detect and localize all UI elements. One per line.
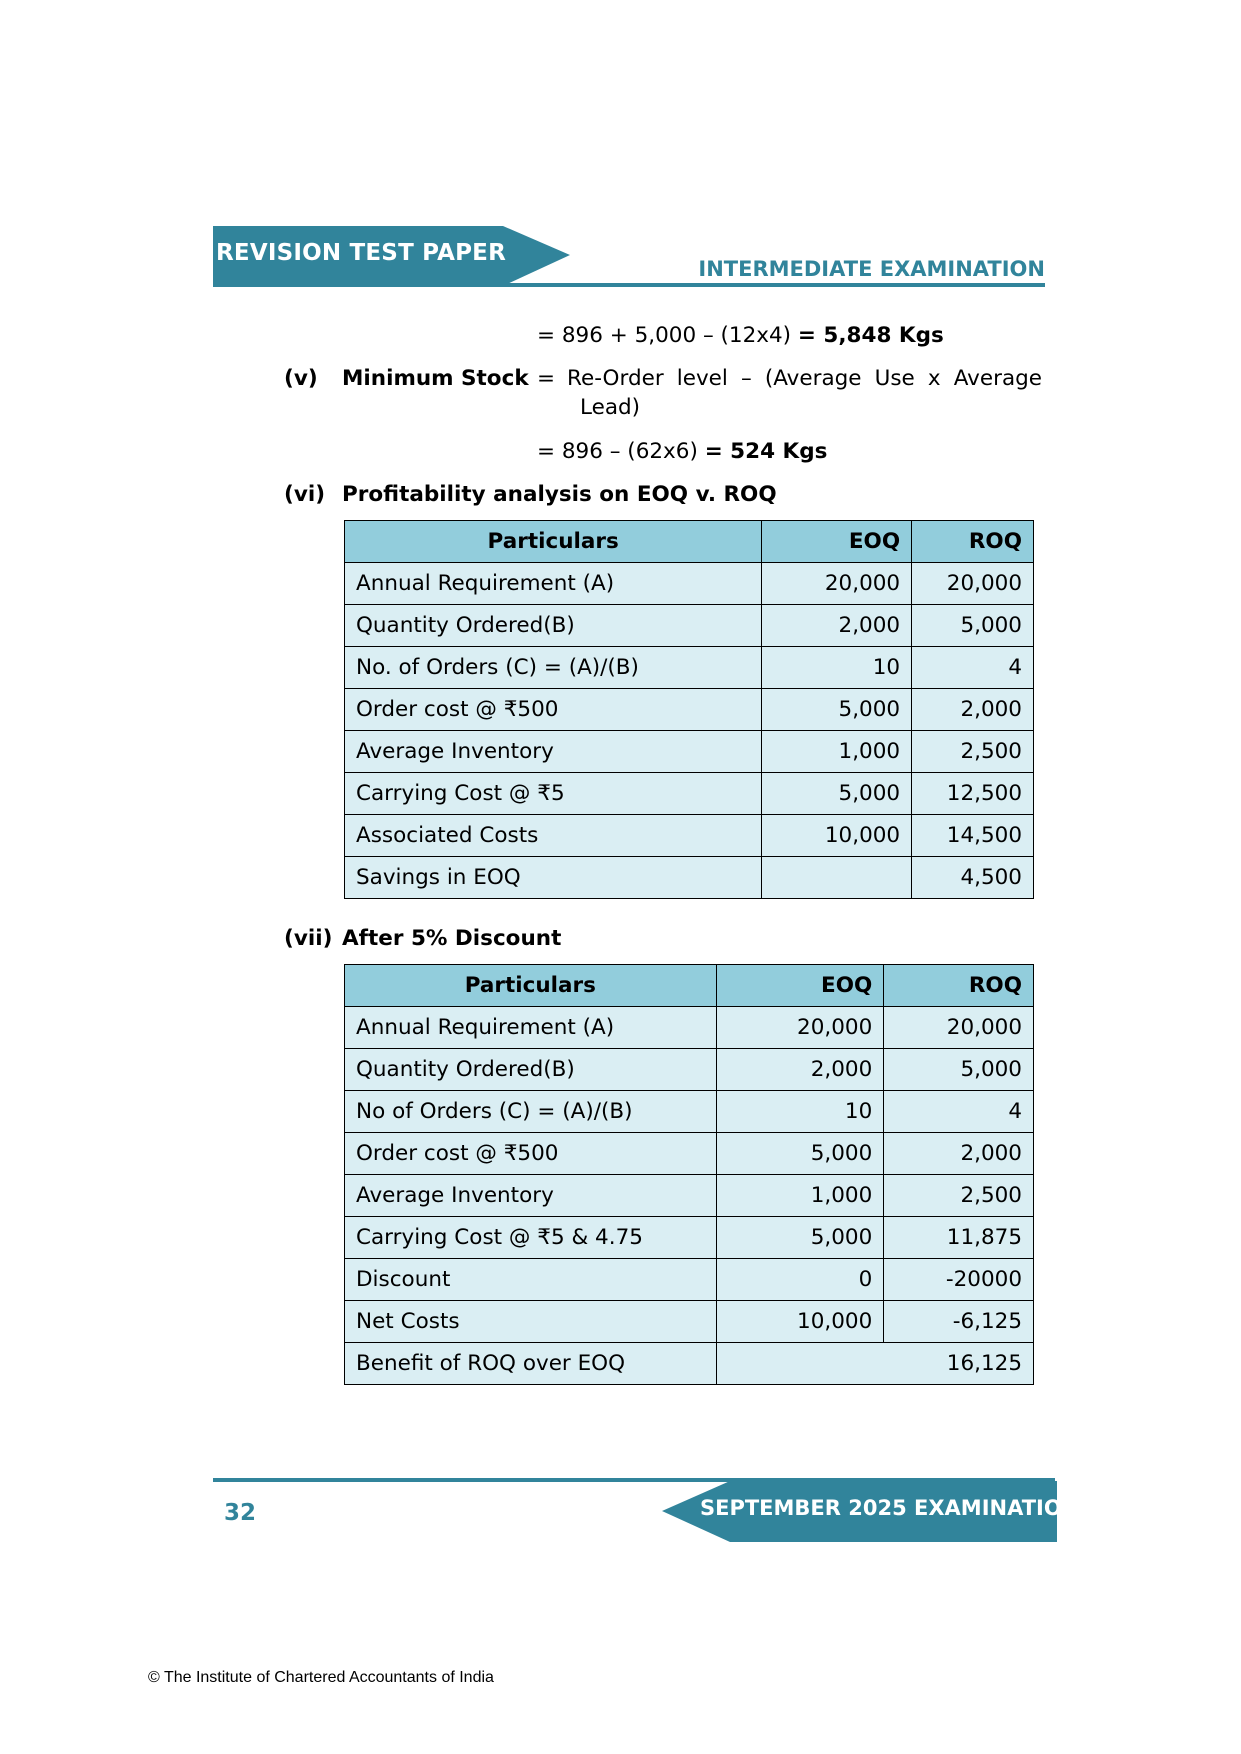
item-vi-label: (vi) [284,482,326,507]
cell-roq: 2,500 [884,1175,1034,1217]
formula-word: Use [874,366,915,391]
discount-table [344,964,1034,1385]
calc-minstock-equation: = 896 – (62x6) [537,439,698,464]
cell-eoq: 1,000 [762,731,912,773]
cell-roq: 4,500 [912,857,1034,899]
header-eoq: EOQ [762,521,912,563]
cell-eoq: 0 [716,1259,884,1301]
table-row [345,1049,1034,1091]
cell-particular: Associated Costs [345,815,762,857]
cell-particular: Benefit of ROQ over EOQ [345,1343,717,1385]
formula-word: Re-Order [567,366,664,391]
item-vii-label: (vii) [284,926,333,951]
item-vii-title: After 5% Discount [342,926,562,951]
cell-particular: Quantity Ordered(B) [345,1049,717,1091]
page-number: 32 [224,1500,257,1526]
cell-eoq: 20,000 [716,1007,884,1049]
eoq-roq-table [344,520,1034,899]
cell-particular: Order cost @ ₹500 [345,1133,717,1175]
cell-eoq: 5,000 [762,689,912,731]
cell-roq: 5,000 [884,1049,1034,1091]
item-v-equals: = [537,366,556,391]
cell-eoq: 5,000 [716,1133,884,1175]
cell-roq: 12,500 [912,773,1034,815]
cell-roq: 4 [884,1091,1034,1133]
table-row [345,773,1034,815]
item-vi-title: Profitability analysis on EOQ v. ROQ [342,482,777,507]
header-roq: ROQ [884,965,1034,1007]
calc-reorder-line [537,322,944,350]
table-header-row [345,965,1034,1007]
header-exam-title: INTERMEDIATE EXAMINATION [698,257,1045,281]
formula-word: level [676,366,728,391]
table-row [345,1217,1034,1259]
header-particulars: Particulars [345,965,717,1007]
table-row-benefit [345,1343,1034,1385]
cell-particular: Carrying Cost @ ₹5 [345,773,762,815]
table-row [345,1175,1034,1217]
cell-particular: Discount [345,1259,717,1301]
cell-roq: 20,000 [884,1007,1034,1049]
cell-eoq: 5,000 [762,773,912,815]
cell-eoq: 5,000 [716,1217,884,1259]
cell-roq: 14,500 [912,815,1034,857]
calc-minstock-result: = 524 Kgs [704,439,828,464]
formula-word: Average [953,366,1042,391]
cell-eoq: 10,000 [762,815,912,857]
table-row [345,563,1034,605]
header-banner-title: REVISION TEST PAPER [216,240,506,266]
header-roq: ROQ [912,521,1034,563]
cell-roq: 4 [912,647,1034,689]
item-v-title: Minimum Stock [342,366,529,391]
table-row [345,731,1034,773]
cell-particular: Average Inventory [345,731,762,773]
cell-roq: -6,125 [884,1301,1034,1343]
footer-exam-title: SEPTEMBER 2025 EXAMINATION [700,1496,1080,1520]
calc-reorder-result: = 5,848 Kgs [797,323,944,348]
cell-eoq: 10 [762,647,912,689]
cell-roq: -20000 [884,1259,1034,1301]
cell-particular: Average Inventory [345,1175,717,1217]
cell-particular: Order cost @ ₹500 [345,689,762,731]
table-row [345,689,1034,731]
table-row [345,1259,1034,1301]
cell-roq: 5,000 [912,605,1034,647]
cell-eoq [762,857,912,899]
cell-particular: Carrying Cost @ ₹5 & 4.75 [345,1217,717,1259]
table-row [345,1301,1034,1343]
header-particulars: Particulars [345,521,762,563]
item-v-formula-cont: Lead) [580,395,641,420]
formula-word: (Average [764,366,862,391]
cell-eoq: 10 [716,1091,884,1133]
cell-eoq: 2,000 [762,605,912,647]
cell-particular: Quantity Ordered(B) [345,605,762,647]
calc-reorder-equation: = 896 + 5,000 – (12x4) [537,323,792,348]
calc-minstock-line [537,438,827,466]
cell-particular: Savings in EOQ [345,857,762,899]
table-row [345,1007,1034,1049]
cell-benefit-value: 16,125 [716,1343,1033,1385]
table-row [345,605,1034,647]
cell-particular: Annual Requirement (A) [345,1007,717,1049]
table-row [345,815,1034,857]
cell-eoq: 1,000 [716,1175,884,1217]
header-eoq: EOQ [716,965,884,1007]
table-row [345,857,1034,899]
cell-eoq: 2,000 [716,1049,884,1091]
item-v-label: (v) [284,366,318,391]
table-row [345,1133,1034,1175]
cell-roq: 11,875 [884,1217,1034,1259]
cell-particular: Net Costs [345,1301,717,1343]
cell-eoq: 10,000 [716,1301,884,1343]
cell-roq: 2,000 [884,1133,1034,1175]
copyright-notice: © The Institute of Chartered Accountants of India [148,1669,494,1686]
cell-particular: Annual Requirement (A) [345,563,762,605]
header-rule [213,283,1045,287]
item-v-formula [567,365,1042,393]
table-row [345,647,1034,689]
formula-word: – [740,366,752,391]
cell-particular: No. of Orders (C) = (A)/(B) [345,647,762,689]
table-row [345,1091,1034,1133]
table-header-row [345,521,1034,563]
formula-word: x [927,366,941,391]
cell-eoq: 20,000 [762,563,912,605]
cell-roq: 20,000 [912,563,1034,605]
cell-roq: 2,500 [912,731,1034,773]
cell-particular: No of Orders (C) = (A)/(B) [345,1091,717,1133]
cell-roq: 2,000 [912,689,1034,731]
